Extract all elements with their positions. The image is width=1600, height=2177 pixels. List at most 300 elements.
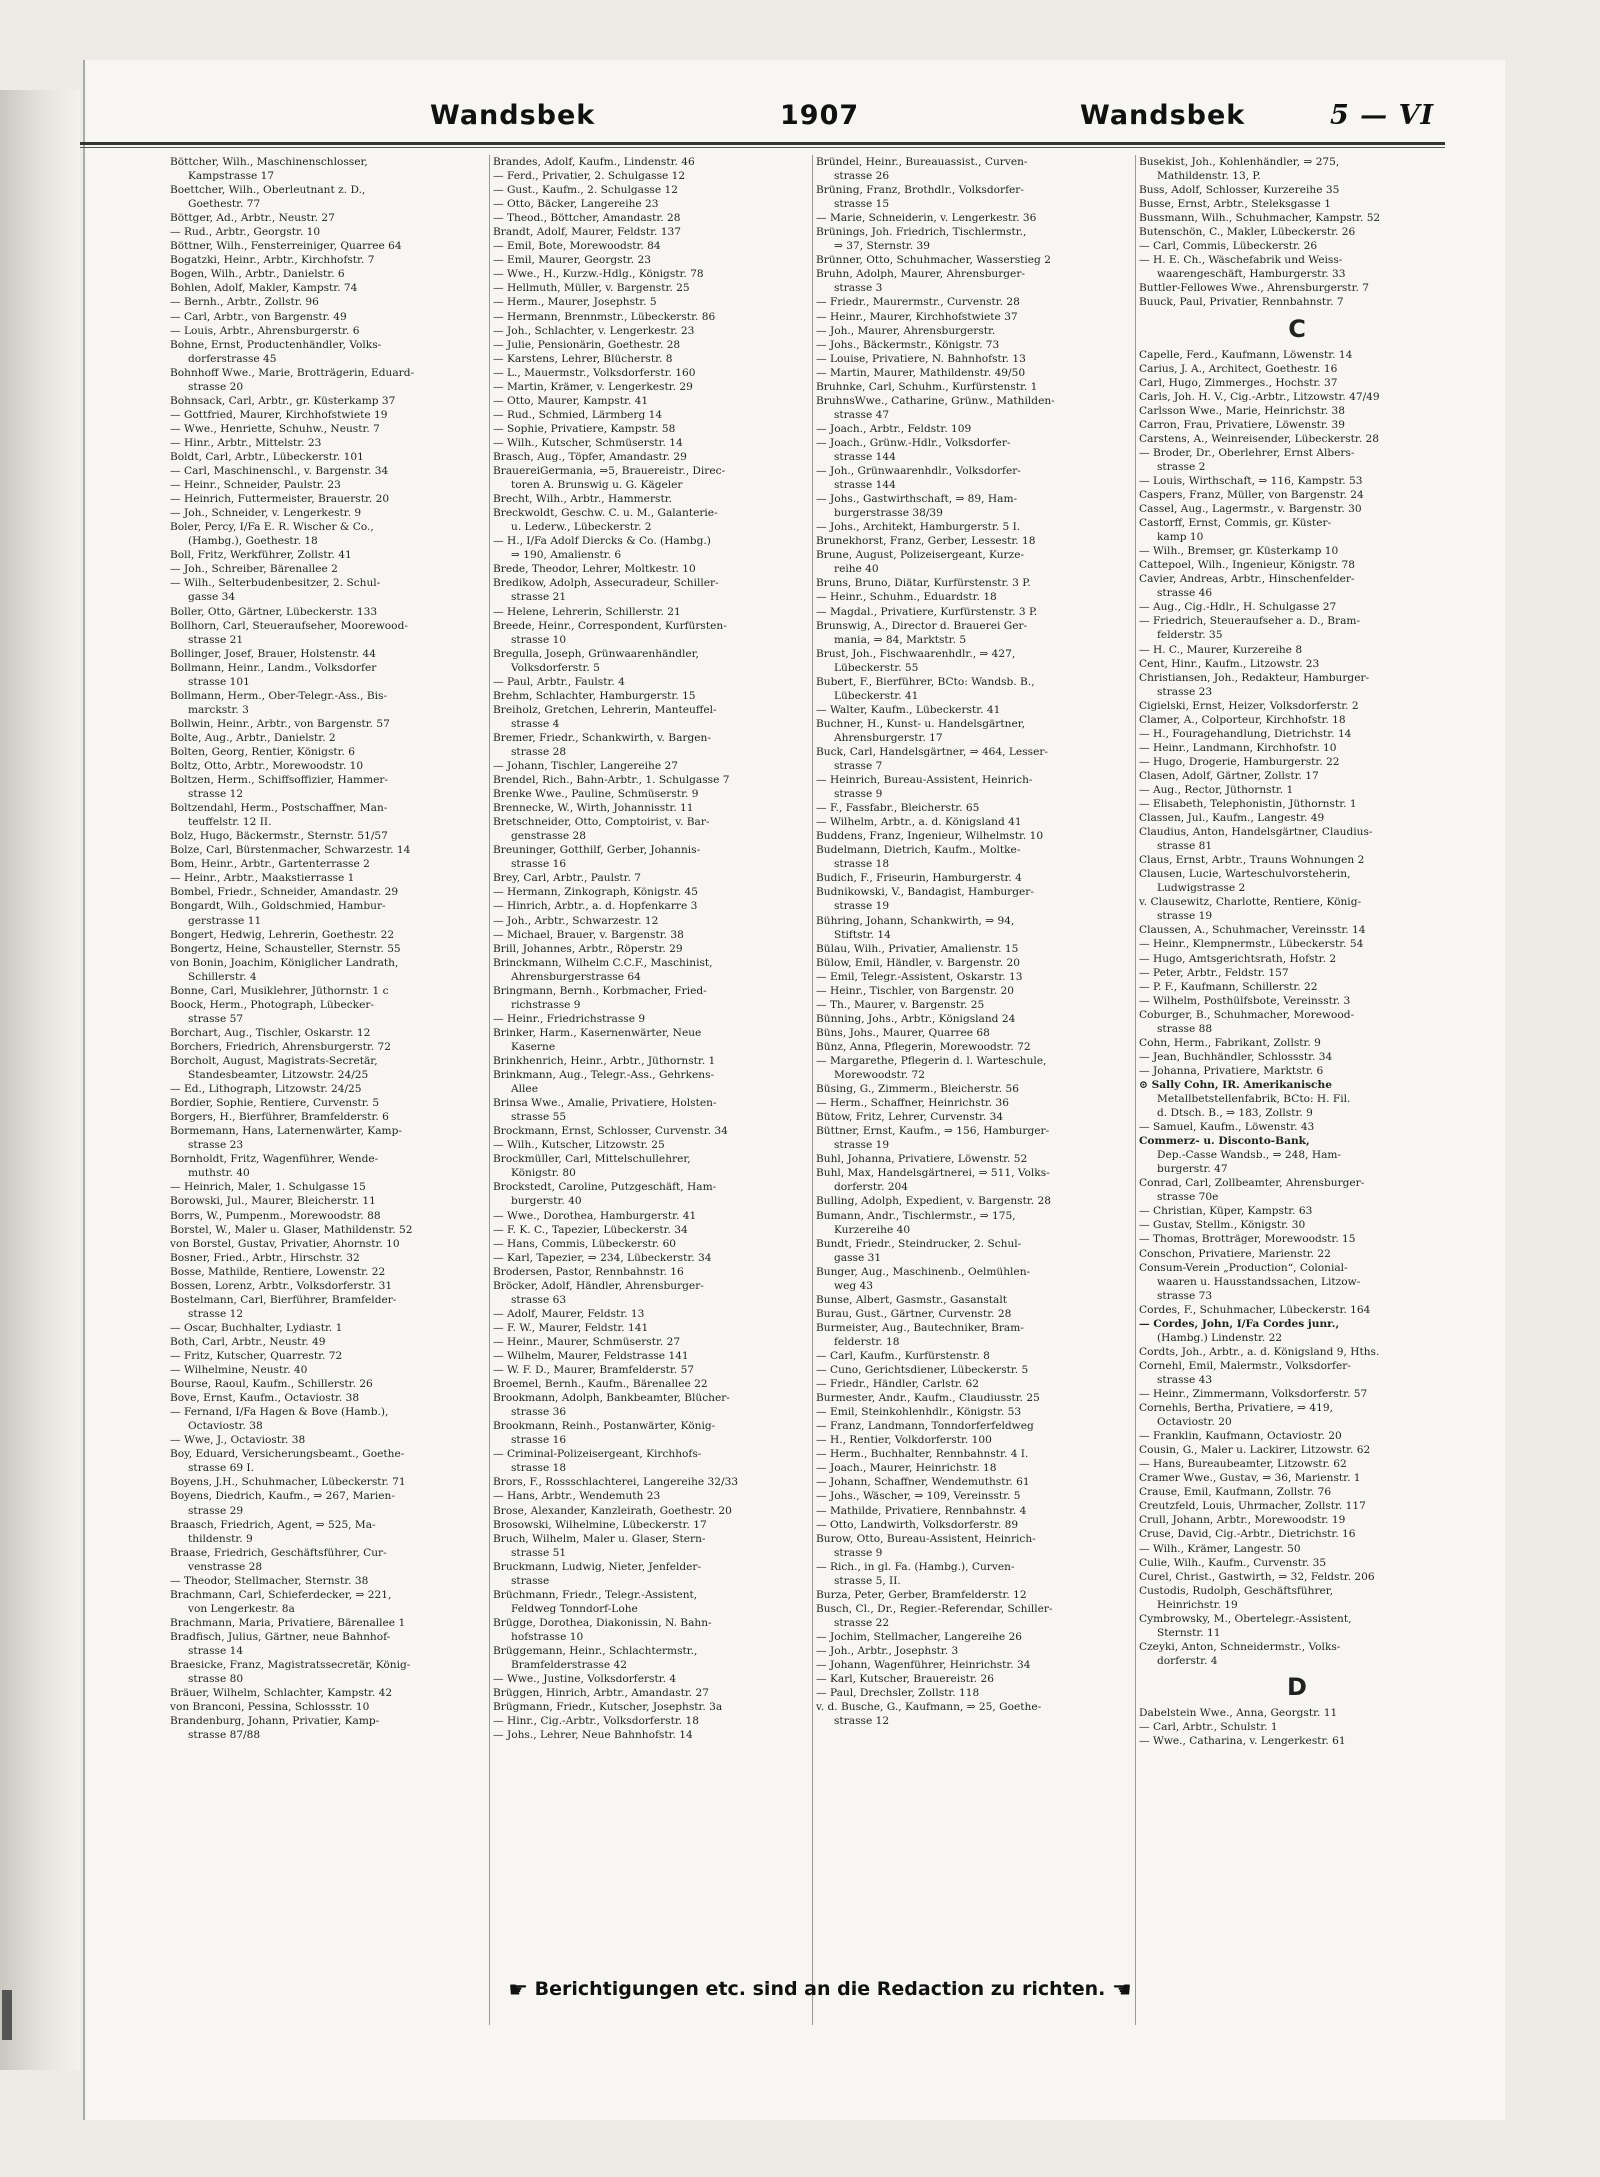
directory-entry-continuation: strasse 57	[188, 1012, 244, 1025]
directory-entry: — Jean, Buchhändler, Schlossstr. 34	[1139, 1050, 1333, 1063]
directory-entry: Burmester, Andr., Kaufm., Claudiusstr. 25	[816, 1392, 1040, 1405]
header-year: 1907	[780, 100, 860, 131]
directory-entry: — Joh., Maurer, Ahrensburgerstr.	[816, 324, 996, 337]
directory-entry: Bumann, Andr., Tischlermstr., ⇒ 175,	[816, 1209, 1016, 1222]
corrections-notice-text: Berichtigungen etc. sind an die Redaction zu richten.	[534, 1978, 1106, 2000]
directory-entry: Bulling, Adolph, Expedient, v. Bargenstr. 28	[816, 1195, 1051, 1208]
directory-entry: Böttner, Wilh., Fensterreiniger, Quarree 64	[170, 240, 402, 253]
directory-entry: Culie, Wilh., Kaufm., Curvenstr. 35	[1139, 1556, 1327, 1569]
directory-entry-continuation: strasse	[511, 1574, 550, 1587]
directory-entry-continuation: venstrasse 28	[188, 1560, 263, 1573]
directory-entry: — Johann, Schaffner, Wendemuthstr. 61	[816, 1476, 1030, 1489]
directory-column-1	[170, 155, 486, 2075]
directory-entry: Brinckmann, Wilhelm C.C.F., Maschinist,	[493, 956, 713, 969]
directory-entry-continuation: kamp 10	[1157, 531, 1204, 544]
directory-entry: — Wwe., Henriette, Schuhw., Neustr. 7	[170, 422, 380, 435]
directory-entry-continuation: strasse 144	[834, 450, 896, 463]
directory-entry-continuation: Lübeckerstr. 41	[834, 689, 919, 702]
directory-entry: Bründel, Heinr., Bureauassist., Curven-	[816, 156, 1028, 168]
directory-entry-continuation: strasse 70e	[1157, 1191, 1219, 1204]
directory-entry: Bohlen, Adolf, Makler, Kampstr. 74	[170, 282, 358, 295]
directory-entry-continuation: Kaserne	[511, 1040, 556, 1053]
directory-entry: Cousin, G., Maler u. Lackirer, Litzowstr. 62	[1139, 1444, 1371, 1457]
directory-entry: — Carl, Commis, Lübeckerstr. 26	[1139, 240, 1318, 253]
directory-entry: Brasch, Aug., Töpfer, Amandastr. 29	[493, 450, 687, 463]
page-number: 5 — VI	[1330, 100, 1435, 131]
directory-entry-continuation: Octaviostr. 38	[188, 1420, 263, 1433]
directory-entry: — Joh., Schlachter, v. Lengerkestr. 23	[493, 324, 695, 337]
directory-entry: Bongertz, Heine, Schausteller, Sternstr. 55	[170, 942, 401, 955]
directory-entry-continuation: Bramfelderstrasse 42	[511, 1659, 627, 1672]
directory-entry: Claus, Ernst, Arbtr., Trauns Wohnungen 2	[1139, 854, 1365, 867]
directory-entry: Buddens, Franz, Ingenieur, Wilhelmstr. 10	[816, 830, 1044, 843]
directory-entry-continuation: strasse 10	[511, 633, 567, 646]
directory-entry: Conschon, Privatiere, Marienstr. 22	[1139, 1247, 1331, 1260]
column-separator	[489, 155, 490, 2025]
directory-entry: Bollwin, Heinr., Arbtr., von Bargenstr. 57	[170, 717, 390, 730]
directory-entry: Budelmann, Dietrich, Kaufm., Moltke-	[816, 844, 1021, 857]
margin-mark	[2, 1990, 12, 2040]
directory-entry: Boltzendahl, Herm., Postschaffner, Man-	[170, 802, 388, 815]
directory-entry: — Gust., Kaufm., 2. Schulgasse 12	[493, 184, 678, 197]
directory-entry: Cent, Hinr., Kaufm., Litzowstr. 23	[1139, 657, 1320, 670]
directory-entry-continuation: mania, ⇒ 84, Marktstr. 5	[834, 633, 967, 646]
directory-entry: Bollinger, Josef, Brauer, Holstenstr. 44	[170, 647, 376, 660]
directory-entry: — F. W., Maurer, Feldstr. 141	[493, 1321, 649, 1334]
directory-entry-continuation: strasse 3	[834, 282, 883, 295]
directory-entry: Bove, Ernst, Kaufm., Octaviostr. 38	[170, 1392, 360, 1405]
directory-entry: — Joh., Arbtr., Josephstr. 3	[816, 1644, 959, 1657]
directory-entry: — Wwe, J., Octaviostr. 38	[170, 1434, 306, 1447]
directory-entry: — H., Rentier, Volkdorferstr. 100	[816, 1434, 992, 1447]
directory-entry: Brockmann, Ernst, Schlosser, Curvenstr. 34	[493, 1125, 728, 1138]
directory-entry: — Carl, Maschinenschl., v. Bargenstr. 34	[170, 465, 389, 478]
directory-entry: Borrs, W., Pumpenm., Morewoodstr. 88	[170, 1209, 381, 1222]
directory-entry-continuation: Dep.-Casse Wandsb., ⇒ 248, Ham-	[1157, 1149, 1342, 1162]
directory-entry-advert: ⊙ Sally Cohn, IR. Amerikanische	[1139, 1078, 1332, 1091]
directory-entry-continuation: Allee	[511, 1083, 538, 1096]
directory-entry-continuation: ⇒ 37, Sternstr. 39	[834, 240, 930, 253]
directory-entry: Brookmann, Adolph, Bankbeamter, Blücher-	[493, 1392, 730, 1405]
directory-entry: Brinkhenrich, Heinr., Arbtr., Jüthornstr. 1	[493, 1055, 716, 1067]
directory-entry: — Hinr., Arbtr., Mittelstr. 23	[170, 436, 322, 449]
directory-entry-continuation: strasse 101	[188, 675, 250, 688]
directory-entry-continuation: Volksdorferstr. 5	[511, 661, 600, 674]
directory-entry: — Heinr., Landmann, Kirchhofstr. 10	[1139, 741, 1337, 754]
directory-entry: Bollmann, Heinr., Landm., Volksdorfer	[170, 661, 377, 674]
directory-entry: — Thomas, Brotträger, Morewoodstr. 15	[1139, 1233, 1356, 1246]
directory-entry: Bosner, Fried., Arbtr., Hirschstr. 32	[170, 1251, 360, 1264]
directory-entry-continuation: strasse 46	[1157, 587, 1213, 600]
directory-entry-continuation: strasse 19	[1157, 910, 1213, 923]
directory-entry-continuation: strasse 28	[511, 745, 567, 758]
directory-entry-continuation: strasse 19	[834, 900, 890, 913]
directory-entry: — Joh., Schreiber, Bärenallee 2	[170, 563, 338, 576]
directory-entry-continuation: strasse 69 I.	[188, 1462, 254, 1475]
directory-entry: — Helene, Lehrerin, Schillerstr. 21	[493, 605, 681, 618]
directory-entry: — Hinr., Cig.-Arbtr., Volksdorferstr. 18	[493, 1715, 699, 1728]
directory-entry: Bolte, Aug., Arbtr., Danielstr. 2	[170, 731, 336, 744]
directory-entry: Cornehls, Bertha, Privatiere, ⇒ 419,	[1139, 1402, 1333, 1415]
directory-entry: Bradfisch, Julius, Gärtner, neue Bahnhof-	[170, 1630, 391, 1643]
directory-entry: — Herm., Buchhalter, Rennbahnstr. 4 I.	[816, 1448, 1029, 1461]
directory-entry: Bogen, Wilh., Arbtr., Danielstr. 6	[170, 268, 345, 281]
directory-entry: Büttner, Ernst, Kaufm., ⇒ 156, Hamburger-	[816, 1125, 1050, 1138]
directory-entry: Bünz, Anna, Pflegerin, Morewoodstr. 72	[816, 1040, 1031, 1053]
directory-entry: Borchers, Friedrich, Ahrensburgerstr. 72	[170, 1040, 391, 1053]
directory-entry-continuation: Lübeckerstr. 55	[834, 661, 919, 674]
directory-entry-continuation: strasse 18	[834, 858, 890, 871]
directory-entry: Christiansen, Joh., Redakteur, Hamburger-	[1139, 671, 1370, 684]
directory-entry: Braesicke, Franz, Magistratssecretär, König-	[170, 1659, 411, 1672]
directory-entry: — Fernand, I/Fa Hagen & Bove (Hamb.),	[170, 1406, 389, 1419]
directory-entry: BrauereiGermania, ⇒5, Brauereistr., Direc-	[493, 465, 726, 478]
directory-entry-continuation: Kampstrasse 17	[188, 170, 275, 183]
directory-entry: Buss, Adolf, Schlosser, Kurzereihe 35	[1139, 184, 1340, 197]
directory-entry: — Wilhelmine, Neustr. 40	[170, 1364, 308, 1377]
directory-entry-continuation: strasse 21	[511, 591, 567, 604]
directory-entry: Boyens, J.H., Schuhmacher, Lübeckerstr. 71	[170, 1476, 406, 1489]
directory-entry-continuation: strasse 14	[188, 1644, 244, 1657]
directory-entry: Cornehl, Emil, Malermstr., Volksdorfer-	[1139, 1359, 1351, 1372]
directory-entry-continuation: strasse 26	[834, 170, 890, 183]
directory-entry-continuation: waarengeschäft, Hamburgerstr. 33	[1157, 268, 1346, 281]
directory-entry: — Joh., Grünwaarenhdlr., Volksdorfer-	[816, 465, 1021, 478]
directory-entry-continuation: marckstr. 3	[188, 703, 249, 716]
directory-entry: Burza, Peter, Gerber, Bramfelderstr. 12	[816, 1588, 1027, 1601]
directory-entry: Busse, Ernst, Arbtr., Steleksgasse 1	[1139, 198, 1331, 211]
directory-entry: Dabelstein Wwe., Anna, Georgstr. 11	[1139, 1706, 1338, 1719]
directory-entry: Bonne, Carl, Musiklehrer, Jüthornstr. 1 c	[170, 984, 389, 997]
directory-entry-continuation: Königstr. 80	[511, 1167, 576, 1180]
directory-entry: — H. E. Ch., Wäschefabrik und Weiss-	[1139, 254, 1343, 267]
directory-entry: Broemel, Bernh., Kaufm., Bärenallee 22	[493, 1378, 708, 1391]
directory-entry: — Heinr., Arbtr., Maakstierrasse 1	[170, 872, 355, 885]
directory-entry-continuation: strasse 16	[511, 858, 567, 871]
directory-entry: — Mathilde, Privatiere, Rennbahnstr. 4	[816, 1504, 1027, 1517]
directory-entry-continuation: strasse 20	[188, 380, 244, 393]
directory-entry: — H. C., Maurer, Kurzereihe 8	[1139, 643, 1303, 656]
directory-entry-continuation: strasse 4	[511, 717, 560, 730]
directory-entry: Boock, Herm., Photograph, Lübecker-	[170, 998, 374, 1011]
directory-entry-continuation: Kurzereihe 40	[834, 1223, 911, 1236]
directory-entry: Bongardt, Wilh., Goldschmied, Hambur-	[170, 900, 386, 913]
directory-entry: BruhnsWwe., Catharine, Grünw., Mathilden-	[816, 394, 1055, 407]
directory-entry: — Louis, Wirthschaft, ⇒ 116, Kampstr. 53	[1139, 474, 1363, 487]
directory-entry-continuation: strasse 5, II.	[834, 1574, 901, 1587]
directory-entry: — Otto, Maurer, Kampstr. 41	[493, 394, 649, 407]
directory-entry-continuation: Sternstr. 11	[1157, 1626, 1221, 1639]
directory-entry: Brodersen, Pastor, Rennbahnstr. 16	[493, 1265, 684, 1278]
directory-entry-advert: Commerz- u. Disconto-Bank,	[1139, 1135, 1310, 1148]
directory-entry-continuation: felderstr. 35	[1157, 629, 1223, 642]
directory-entry: Bruckmann, Ludwig, Nieter, Jenfelder-	[493, 1560, 702, 1573]
directory-entry-continuation: Schillerstr. 4	[188, 970, 257, 983]
directory-entry: Bretschneider, Otto, Comptoirist, v. Bar-	[493, 816, 710, 829]
directory-entry: — Gottfried, Maurer, Kirchhofstwiete 19	[170, 408, 388, 421]
header-rule-thin	[80, 147, 1445, 148]
directory-entry: — Hellmuth, Müller, v. Bargenstr. 25	[493, 282, 690, 295]
directory-entry: Crull, Johann, Arbtr., Morewoodstr. 19	[1139, 1514, 1346, 1527]
directory-entry: — Heinr., Friedrichstrasse 9	[493, 1012, 646, 1025]
directory-entry: Bühring, Johann, Schankwirth, ⇒ 94,	[816, 914, 1015, 927]
directory-entry-continuation: strasse 47	[834, 408, 890, 421]
directory-entry: — Hermann, Brennmstr., Lübeckerstr. 86	[493, 310, 716, 323]
directory-entry: — Otto, Landwirth, Volksdorferstr. 89	[816, 1518, 1019, 1531]
directory-entry: Borcholt, August, Magistrats-Secretär,	[170, 1055, 378, 1067]
directory-entry: Clasen, Adolf, Gärtner, Zollstr. 17	[1139, 769, 1319, 782]
directory-column-4	[1139, 155, 1455, 2075]
directory-entry: — Christian, Küper, Kampstr. 63	[1139, 1205, 1313, 1218]
directory-entry: Bosse, Mathilde, Rentiere, Lowenstr. 22	[170, 1265, 386, 1278]
directory-entry: Carls, Joh. H. V., Cig.-Arbtr., Litzowstr. 47/49	[1139, 390, 1380, 403]
directory-entry: Brüggen, Hinrich, Arbtr., Amandastr. 27	[493, 1687, 709, 1700]
directory-entry: Boll, Fritz, Werkführer, Zollstr. 41	[170, 549, 352, 562]
directory-entry: — Elisabeth, Telephonistin, Jüthornstr. 1	[1139, 798, 1357, 811]
directory-entry: Bütow, Fritz, Lehrer, Curvenstr. 34	[816, 1111, 1004, 1124]
directory-entry-continuation: burgerstr. 40	[511, 1195, 582, 1208]
directory-entry: Brenke Wwe., Pauline, Schmüserstr. 9	[493, 788, 699, 801]
directory-entry: — Hans, Commis, Lübeckerstr. 60	[493, 1237, 677, 1250]
directory-entry: Capelle, Ferd., Kaufmann, Löwenstr. 14	[1139, 348, 1353, 361]
directory-entry: — Wwe., H., Kurzw.-Hdlg., Königstr. 78	[493, 268, 704, 281]
directory-entry-continuation: strasse 2	[1157, 460, 1206, 473]
directory-entry: — Franklin, Kaufmann, Octaviostr. 20	[1139, 1430, 1342, 1443]
directory-entry: — Martin, Maurer, Mathildenstr. 49/50	[816, 366, 1026, 379]
directory-entry: Cavier, Andreas, Arbtr., Hinschenfelder-	[1139, 573, 1355, 586]
header-left-title: Wandsbek	[430, 100, 596, 131]
directory-entry: Böttger, Ad., Arbtr., Neustr. 27	[170, 212, 335, 225]
directory-entry: — Walter, Kaufm., Lübeckerstr. 41	[816, 703, 1001, 716]
directory-entry-continuation: Ahrensburgerstr. 17	[834, 731, 943, 744]
directory-entry: Bom, Heinr., Arbtr., Gartenterrasse 2	[170, 858, 370, 871]
directory-entry: Bolze, Carl, Bürstenmacher, Schwarzestr. 14	[170, 844, 411, 857]
directory-entry: Breckwoldt, Geschw. C. u. M., Galanterie-	[493, 507, 718, 520]
directory-entry: Bünning, Johs., Arbtr., Königsland 24	[816, 1012, 1016, 1025]
directory-entry: — Herm., Schaffner, Heinrichstr. 36	[816, 1097, 1009, 1110]
directory-entry: Bormemann, Hans, Laternenwärter, Kamp-	[170, 1125, 402, 1138]
directory-entry: Bohnhoff Wwe., Marie, Brotträgerin, Eduard-	[170, 366, 415, 379]
directory-entry: — Heinr., Tischler, von Bargenstr. 20	[816, 984, 1015, 997]
directory-entry-continuation: von Lengerkestr. 8a	[188, 1602, 295, 1615]
directory-entry: — Herm., Maurer, Josephstr. 5	[493, 296, 657, 309]
directory-entry: — Wwe., Justine, Volksdorferstr. 4	[493, 1673, 677, 1686]
directory-entry: — Peter, Arbtr., Feldstr. 157	[1139, 966, 1289, 979]
directory-entry: — Hermann, Zinkograph, Königstr. 45	[493, 886, 698, 899]
directory-entry: — Wwe., Catharina, v. Lengerkestr. 61	[1139, 1735, 1346, 1748]
directory-entry: Consum-Verein „Production“, Colonial-	[1139, 1261, 1348, 1274]
directory-entry: Busekist, Joh., Kohlenhändler, ⇒ 275,	[1139, 156, 1340, 168]
directory-entry: Brandt, Adolf, Maurer, Feldstr. 137	[493, 226, 681, 239]
directory-entry: — Martin, Krämer, v. Lengerkestr. 29	[493, 380, 693, 393]
directory-entry: Boettcher, Wilh., Oberleutnant z. D.,	[170, 184, 366, 197]
directory-entry: v. Clausewitz, Charlotte, Rentiere, König-	[1139, 896, 1362, 909]
directory-entry: Burmeister, Aug., Bautechniker, Bram-	[816, 1321, 1024, 1334]
directory-entry: — Th., Maurer, v. Bargenstr. 25	[816, 998, 985, 1011]
directory-entry: Brunswig, A., Director d. Brauerei Ger-	[816, 619, 1028, 632]
directory-entry: Bohne, Ernst, Productenhändler, Volks-	[170, 338, 382, 351]
directory-entry: Czeyki, Anton, Schneidermstr., Volks-	[1139, 1640, 1341, 1653]
directory-entry: — Karl, Kutscher, Brauereistr. 26	[816, 1673, 995, 1686]
directory-entry: Clausen, Lucie, Warteschulvorsteherin,	[1139, 868, 1351, 881]
directory-entry: Carstens, A., Weinreisender, Lübeckerstr. 28	[1139, 432, 1380, 445]
directory-entry: — Carl, Arbtr., von Bargenstr. 49	[170, 310, 347, 323]
directory-entry: Clamer, A., Colporteur, Kirchhofstr. 18	[1139, 713, 1346, 726]
directory-entry: Breede, Heinr., Correspondent, Kurfürsten-	[493, 619, 727, 632]
directory-entry-continuation: strasse 55	[511, 1111, 567, 1124]
directory-entry: Cruse, David, Cig.-Arbtr., Dietrichstr. 16	[1139, 1528, 1356, 1541]
directory-entry-continuation: strasse 12	[188, 788, 244, 801]
directory-entry: Boler, Percy, I/Fa E. R. Wischer & Co.,	[170, 521, 374, 534]
directory-entry: Brüning, Franz, Brothdlr., Volksdorfer-	[816, 184, 1024, 197]
directory-entry: Castorff, Ernst, Commis, gr. Küster-	[1139, 517, 1332, 530]
directory-entry: Brecht, Wilh., Arbtr., Hammerstr.	[493, 493, 672, 506]
directory-entry-continuation: strasse 36	[511, 1406, 567, 1419]
page-header	[90, 100, 1435, 140]
directory-entry: — Hans, Bureaubeamter, Litzowstr. 62	[1139, 1458, 1347, 1471]
directory-entry: — P. F., Kaufmann, Schillerstr. 22	[1139, 980, 1318, 993]
directory-entry-continuation: Goethestr. 77	[188, 198, 261, 211]
directory-entry: — Theodor, Stellmacher, Sternstr. 38	[170, 1574, 369, 1587]
directory-entry: Budnikowski, V., Bandagist, Hamburger-	[816, 886, 1034, 899]
directory-entry-advert: — Cordes, John, I/Fa Cordes junr.,	[1139, 1317, 1340, 1330]
directory-entry-continuation: strasse 18	[511, 1462, 567, 1475]
directory-entry-continuation: muthstr. 40	[188, 1167, 250, 1180]
directory-entry: — Wilhelm, Maurer, Feldstrasse 141	[493, 1349, 689, 1362]
directory-entry: — Gustav, Stellm., Königstr. 30	[1139, 1219, 1306, 1232]
directory-entry: Buhl, Johanna, Privatiere, Löwenstr. 52	[816, 1153, 1028, 1166]
directory-entry: Büns, Johs., Maurer, Quarree 68	[816, 1026, 990, 1039]
directory-entry: Brachmann, Carl, Schieferdecker, ⇒ 221,	[170, 1588, 392, 1601]
directory-entry: Caspers, Franz, Müller, von Bargenstr. 24	[1139, 488, 1364, 501]
directory-entry: Brill, Johannes, Arbtr., Röperstr. 29	[493, 942, 683, 955]
directory-entry: — Johs., Wäscher, ⇒ 109, Vereinsstr. 5	[816, 1490, 1021, 1503]
directory-entry-continuation: gasse 31	[834, 1251, 882, 1264]
directory-entry: — Joach., Grünw.-Hdlr., Volksdorfer-	[816, 436, 1011, 449]
directory-entry: — Joh., Arbtr., Schwarzestr. 12	[493, 914, 659, 927]
directory-entry-continuation: burgerstr. 47	[1157, 1163, 1228, 1176]
directory-entry: Buchner, H., Kunst- u. Handelsgärtner,	[816, 717, 1025, 730]
directory-entry: Brunekhorst, Franz, Gerber, Lessestr. 18	[816, 535, 1036, 548]
directory-entry-continuation: Feldweg Tonndorf-Lohe	[511, 1602, 638, 1615]
directory-entry: — Wilhelm, Posthülfsbote, Vereinsstr. 3	[1139, 994, 1351, 1007]
directory-entry: Brünner, Otto, Schuhmacher, Wasserstieg 2	[816, 254, 1051, 267]
directory-entry: — Louise, Privatiere, N. Bahnhofstr. 13	[816, 352, 1026, 365]
directory-entry: Bröcker, Adolf, Händler, Ahrensburger-	[493, 1279, 704, 1292]
directory-entry-continuation: genstrasse 28	[511, 830, 586, 843]
directory-entry: — Ferd., Privatier, 2. Schulgasse 12	[493, 170, 686, 183]
directory-entry: Brehm, Schlachter, Hamburgerstr. 15	[493, 689, 696, 702]
section-letter: D	[1287, 1672, 1307, 1701]
directory-entry-continuation: Mathildenstr. 13, P.	[1157, 170, 1261, 183]
directory-entry: von Borstel, Gustav, Privatier, Ahornstr. 10	[170, 1237, 400, 1250]
directory-entry: — Samuel, Kaufm., Löwenstr. 43	[1139, 1121, 1315, 1134]
directory-entry: Brandenburg, Johann, Privatier, Kamp-	[170, 1715, 380, 1728]
directory-entry: — Aug., Rector, Jüthornstr. 1	[1139, 783, 1294, 796]
directory-entry: Bogatzki, Heinr., Arbtr., Kirchhofstr. 7	[170, 254, 375, 267]
directory-entry: — Karl, Tapezier, ⇒ 234, Lübeckerstr. 34	[493, 1251, 712, 1264]
directory-entry: Brockstedt, Caroline, Putzgeschäft, Ham-	[493, 1181, 717, 1194]
directory-entry: Both, Carl, Arbtr., Neustr. 49	[170, 1335, 326, 1348]
directory-entry: — Franz, Landmann, Tonndorferfeldweg	[816, 1420, 1034, 1433]
directory-entry-continuation: strasse 7	[834, 760, 883, 773]
directory-entry: Bremer, Friedr., Schankwirth, v. Bargen-	[493, 731, 711, 744]
directory-entry: — Cuno, Gerichtsdiener, Lübeckerstr. 5	[816, 1364, 1029, 1377]
directory-entry: Bohnsack, Carl, Arbtr., gr. Küsterkamp 37	[170, 394, 396, 407]
directory-entry: Busch, Cl., Dr., Regier.-Referendar, Schiller-	[816, 1602, 1053, 1615]
directory-entry: Bombel, Friedr., Schneider, Amandastr. 29	[170, 886, 399, 899]
directory-entry: — Julie, Pensionärin, Goethestr. 28	[493, 338, 681, 351]
directory-entry-continuation: Stiftstr. 14	[834, 928, 891, 941]
directory-entry: — Wilh., Bremser, gr. Küsterkamp 10	[1139, 545, 1339, 558]
directory-entry: — Jochim, Stellmacher, Langereihe 26	[816, 1630, 1022, 1643]
directory-entry-continuation: strasse 51	[511, 1546, 567, 1559]
directory-entry-continuation: u. Lederw., Lübeckerstr. 2	[511, 521, 652, 534]
directory-entry-continuation: strasse 88	[1157, 1022, 1213, 1035]
directory-entry: — Margarethe, Pflegerin d. l. Warteschule,	[816, 1055, 1047, 1067]
directory-entry-continuation: reihe 40	[834, 563, 879, 576]
directory-entry: von Branconi, Pessina, Schlossstr. 10	[170, 1701, 370, 1714]
directory-entry: — Louis, Arbtr., Ahrensburgerstr. 6	[170, 324, 360, 337]
directory-entry: — Johann, Tischler, Langereihe 27	[493, 760, 678, 773]
directory-entry: — Heinr., Schuhm., Eduardstr. 18	[816, 591, 997, 604]
directory-entry-continuation: strasse 16	[511, 1434, 567, 1447]
directory-entry: — Heinr., Klempnermstr., Lübeckerstr. 54	[1139, 938, 1364, 951]
directory-entry: — Heinrich, Bureau-Assistent, Heinrich-	[816, 774, 1033, 787]
directory-entry: Büsing, G., Zimmerm., Bleicherstr. 56	[816, 1083, 1020, 1096]
directory-entry: Brey, Carl, Arbtr., Paulstr. 7	[493, 872, 642, 885]
directory-entry: Custodis, Rudolph, Geschäftsführer,	[1139, 1584, 1334, 1597]
directory-entry: Buhl, Max, Handelsgärtnerei, ⇒ 511, Volks-	[816, 1167, 1050, 1180]
directory-entry: — Criminal-Polizeisergeant, Kirchhofs-	[493, 1448, 702, 1461]
directory-entry: Brendel, Rich., Bahn-Arbtr., 1. Schulgasse 7	[493, 774, 730, 787]
directory-entry: — Heinr., Maurer, Kirchhofstwiete 37	[816, 310, 1018, 323]
directory-entry: Bülow, Emil, Händler, v. Bargenstr. 20	[816, 956, 1020, 969]
directory-entry-continuation: Morewoodstr. 72	[834, 1069, 925, 1082]
directory-entry: — Johs., Architekt, Hamburgerstr. 5 I.	[816, 521, 1021, 534]
directory-entry-continuation: Ahrensburgerstrasse 64	[511, 970, 641, 983]
directory-entry: Cigielski, Ernst, Heizer, Volksdorferstr. 2	[1139, 699, 1359, 712]
directory-entry: Burow, Otto, Bureau-Assistent, Heinrich-	[816, 1532, 1036, 1545]
directory-entry: — Wwe., Dorothea, Hamburgerstr. 41	[493, 1209, 697, 1222]
directory-entry: Bolz, Hugo, Bäckermstr., Sternstr. 51/57	[170, 830, 388, 843]
directory-entry: — Friedrich, Steueraufseher a. D., Bram-	[1139, 615, 1361, 628]
directory-entry: — Aug., Cig.-Hdlr., H. Schulgasse 27	[1139, 601, 1337, 614]
directory-entry: Bülau, Wilh., Privatier, Amalienstr. 15	[816, 942, 1019, 955]
directory-entry-continuation: waaren u. Hausstandssachen, Litzow-	[1157, 1275, 1361, 1288]
directory-entry: Brügmann, Friedr., Kutscher, Josephstr. 3a	[493, 1701, 723, 1714]
directory-entry: — Wilh., Selterbudenbesitzer, 2. Schul-	[170, 577, 381, 590]
directory-entry: Conrad, Carl, Zollbeamter, Ahrensburger-	[1139, 1177, 1365, 1190]
directory-entry: — Hugo, Drogerie, Hamburgerstr. 22	[1139, 755, 1340, 768]
directory-entry: Borchart, Aug., Tischler, Oskarstr. 12	[170, 1026, 371, 1039]
directory-entry: Bruhnke, Carl, Schuhm., Kurfürstenstr. 1	[816, 380, 1038, 393]
directory-entry: — Paul, Arbtr., Faulstr. 4	[493, 675, 625, 688]
directory-entry: Boltz, Otto, Arbtr., Morewoodstr. 10	[170, 760, 364, 773]
directory-entry: — Fritz, Kutscher, Quarrestr. 72	[170, 1349, 343, 1362]
directory-entry-continuation: Standesbeamter, Litzowstr. 24/25	[188, 1069, 369, 1082]
directory-entry: Budich, F., Friseurin, Hamburgerstr. 4	[816, 872, 1022, 885]
directory-entry-continuation: Metallbetstellenfabrik, BCto: H. Fil.	[1157, 1093, 1351, 1105]
directory-entry: — Carl, Arbtr., Schulstr. 1	[1139, 1720, 1278, 1733]
directory-entry: Brookmann, Reinh., Postanwärter, König-	[493, 1420, 716, 1433]
directory-entry-continuation: ⇒ 190, Amalienstr. 6	[511, 549, 622, 562]
pointing-hand-right-icon: ☚	[1111, 1978, 1132, 2003]
directory-entry: von Bonin, Joachim, Königlicher Landrath,	[170, 956, 399, 969]
directory-entry: — Hugo, Amtsgerichtsrath, Hofstr. 2	[1139, 952, 1337, 965]
section-letter: C	[1288, 314, 1306, 343]
directory-entry: — Wilh., Krämer, Langestr. 50	[1139, 1542, 1301, 1555]
